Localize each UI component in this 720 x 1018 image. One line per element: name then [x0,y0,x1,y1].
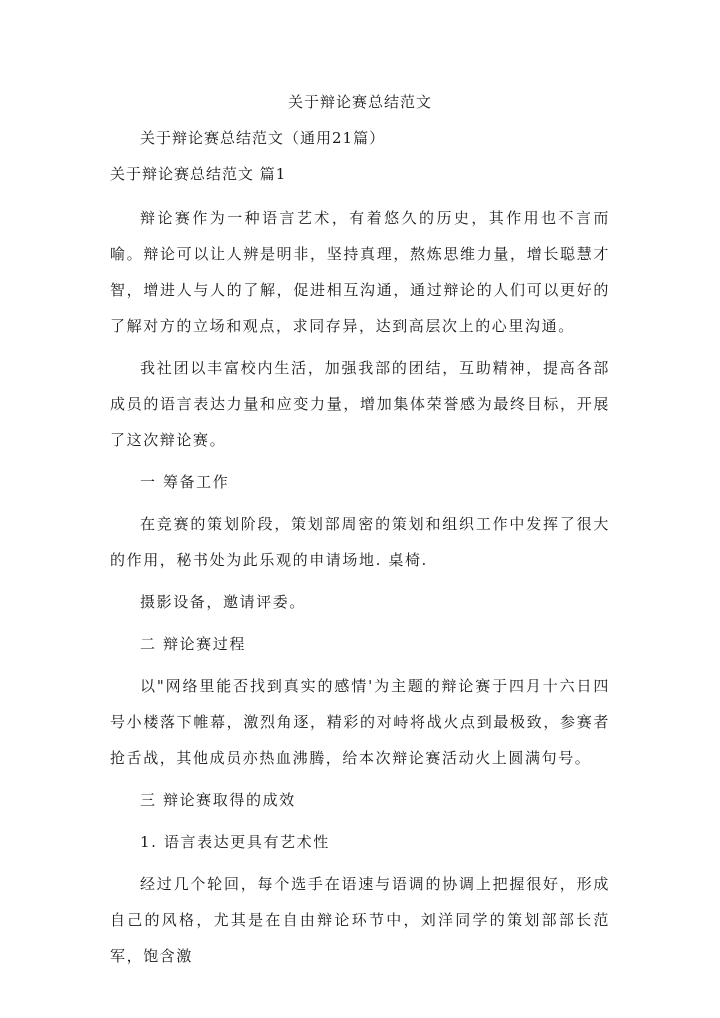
section-title: 关于辩论赛总结范文 篇1 [110,165,287,183]
paragraph-intro: 辩论赛作为一种语言艺术，有着悠久的历史，其作用也不言而喻。辩论可以让人辨是明非，坚持真理，熬炼思维力量，增长聪慧才智，增进人与人的了解，促进相互沟通，通过辩论的人们可以更好的了解对方的立场和观点，求同存异，达到高层次上的心里沟通。 [110,209,610,335]
paragraph-results: 经过几个轮回，每个选手在语速与语调的协调上把握很好，形成自己的风格，尤其是在自由辩论环节中，刘洋同学的策划部部长范军，饱含激 [110,875,610,965]
paragraph-preparation: 在竞赛的策划阶段，策划部周密的策划和组织工作中发挥了很大的作用，秘书处为此乐观的申请场地. 桌椅. [110,515,610,569]
document-title: 关于辩论赛总结范文 [287,93,432,111]
paragraph-process: 以"网络里能否找到真实的感情'为主题的辩论赛于四月十六日四号小楼落下帷幕，激烈角逐，精彩的对峙将战火点到最极致，参赛者抢舌战，其他成员亦热血沸腾，给本次辩论赛活动火上圆满句号。 [110,677,610,767]
paragraph-goal: 我社团以丰富校内生活，加强我部的团结，互助精神，提高各部成员的语言表达力量和应变力量，增加集体荣誉感为最终目标，开展了这次辩论赛。 [110,359,610,449]
heading-process: 二 辩论赛过程 [140,635,246,653]
paragraph-preparation-cont: 摄影设备，邀请评委。 [140,593,307,611]
heading-preparation: 一 筹备工作 [140,473,230,491]
heading-results: 三 辩论赛取得的成效 [140,791,296,809]
heading-results-1: 1. 语言表达更具有艺术性 [140,833,330,851]
document-subtitle: 关于辩论赛总结范文（通用21篇） [140,129,386,147]
